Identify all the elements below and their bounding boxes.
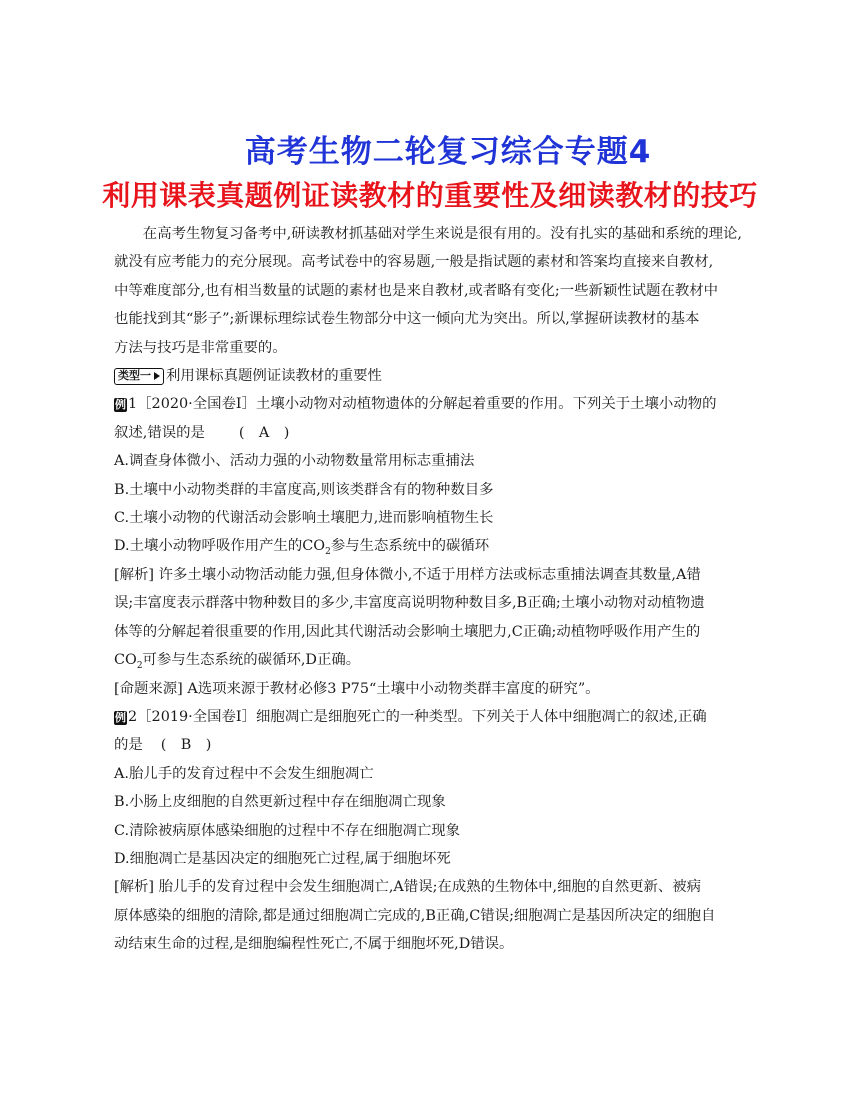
analysis-tail: 可参与生态系统的碳循环,D正确。	[142, 652, 361, 669]
option-a: A.胎儿手的发育过程中不会发生细胞凋亡	[114, 765, 374, 782]
analysis-co2: CO	[114, 652, 137, 669]
option-a: A.调查身体微小、活动力强的小动物数量常用标志重捕法	[114, 453, 475, 470]
example-badge: 例	[115, 710, 126, 724]
analysis-line: [解析] 许多土壤小动物活动能力强,但身体微小,不适于用样方法或标志重捕法调查其数量,A错	[114, 566, 701, 583]
option-b: B.小肠上皮细胞的自然更新过程中存在细胞凋亡现象	[114, 794, 446, 811]
intro-line: 就没有应考能力的充分展现。高考试卷中的容易题,一般是指试题的素材和答案均直接来自教材,	[114, 254, 714, 271]
analysis-line: 体等的分解起着很重要的作用,因此其代谢活动会影响土壤肥力,C正确;动植物呼吸作用产生的	[114, 623, 701, 640]
analysis-line	[114, 646, 756, 674]
analysis-line: 误;丰富度表示群落中物种数目的多少,丰富度高说明物种数目多,B正确;土壤小动物对动植物遗	[114, 595, 705, 612]
triangle-right-icon	[154, 372, 160, 380]
option-b: B.土壤中小动物类群的丰富度高,则该类群含有的物种数目多	[114, 481, 494, 498]
analysis-line: 动结束生命的过程,是细胞编程性死亡,不属于细胞坏死,D错误。	[114, 936, 514, 953]
section-heading	[114, 362, 756, 390]
example-2-stem	[114, 703, 756, 731]
intro-line: 方法与技巧是非常重要的。	[114, 339, 287, 356]
example-2-line: 2［2019·全国卷Ⅰ］细胞凋亡是细胞死亡的一种类型。下列关于人体中细胞凋亡的叙述,正确	[128, 708, 707, 725]
example-1-line: 1［2020·全国卷Ⅰ］土壤小动物对动植物遗体的分解起着重要的作用。下列关于土壤小动物的	[128, 396, 717, 413]
example-1-answer: ( A )	[238, 424, 290, 441]
section-badge-label: 类型一	[118, 369, 151, 383]
page-subtitle: 利用课表真题例证读教材的重要性及细读教材的技巧	[102, 179, 758, 212]
co2-subscript: 2	[325, 547, 331, 558]
example-1-line: 叙述,错误的是	[114, 424, 205, 441]
option-d-tail: 参与生态系统中的碳循环	[330, 538, 490, 555]
document-body	[114, 220, 756, 959]
option-d-head: D.土壤小动物呼吸作用产生的CO	[114, 538, 326, 555]
example-1-stem-cont	[114, 419, 756, 447]
example-1-stem	[114, 390, 756, 418]
intro-line: 中等难度部分,也有相当数量的试题的素材也是来自教材,或者略有变化;一些新颖性试题在教材中	[114, 282, 719, 299]
intro-line: 在高考生物复习备考中,研读教材抓基础对学生来说是很有用的。没有扎实的基础和系统的理论,	[142, 226, 742, 242]
example-2-answer: ( B )	[160, 737, 212, 754]
analysis-line: [解析] 胎儿手的发育过程中会发生细胞凋亡,A错误;在成熟的生物体中,细胞的自然更新、被病	[114, 879, 702, 896]
co2-subscript: 2	[136, 660, 143, 671]
example-2-line: 的是	[114, 737, 143, 754]
section-title: 利用课标真题例证读教材的重要性	[166, 368, 382, 385]
option-c: C.清除被病原体感染细胞的过程中不存在细胞凋亡现象	[114, 822, 461, 839]
example-2-stem-cont	[114, 731, 756, 759]
option-c: C.土壤小动物的代谢活动会影响土壤肥力,进而影响植物生长	[114, 510, 494, 527]
option-d	[114, 532, 756, 560]
intro-line: 也能找到其“影子”;新课标理综试卷生物部分中这一倾向尤为突出。所以,掌握研读教材的基本	[114, 311, 700, 328]
option-d: D.细胞凋亡是基因决定的细胞死亡过程,属于细胞坏死	[114, 850, 451, 867]
example-badge: 例	[115, 398, 126, 412]
source-note: [命题来源] A选项来源于教材必修3 P75“土壤中小动物类群丰富度的研究”。	[114, 680, 600, 697]
section-badge	[114, 368, 164, 385]
analysis-line: 原体感染的细胞的清除,都是通过细胞凋亡完成的,B正确,C错误;细胞凋亡是基因所决定的细胞自	[114, 907, 716, 924]
page-title: 高考生物二轮复习综合专题4	[244, 134, 652, 170]
